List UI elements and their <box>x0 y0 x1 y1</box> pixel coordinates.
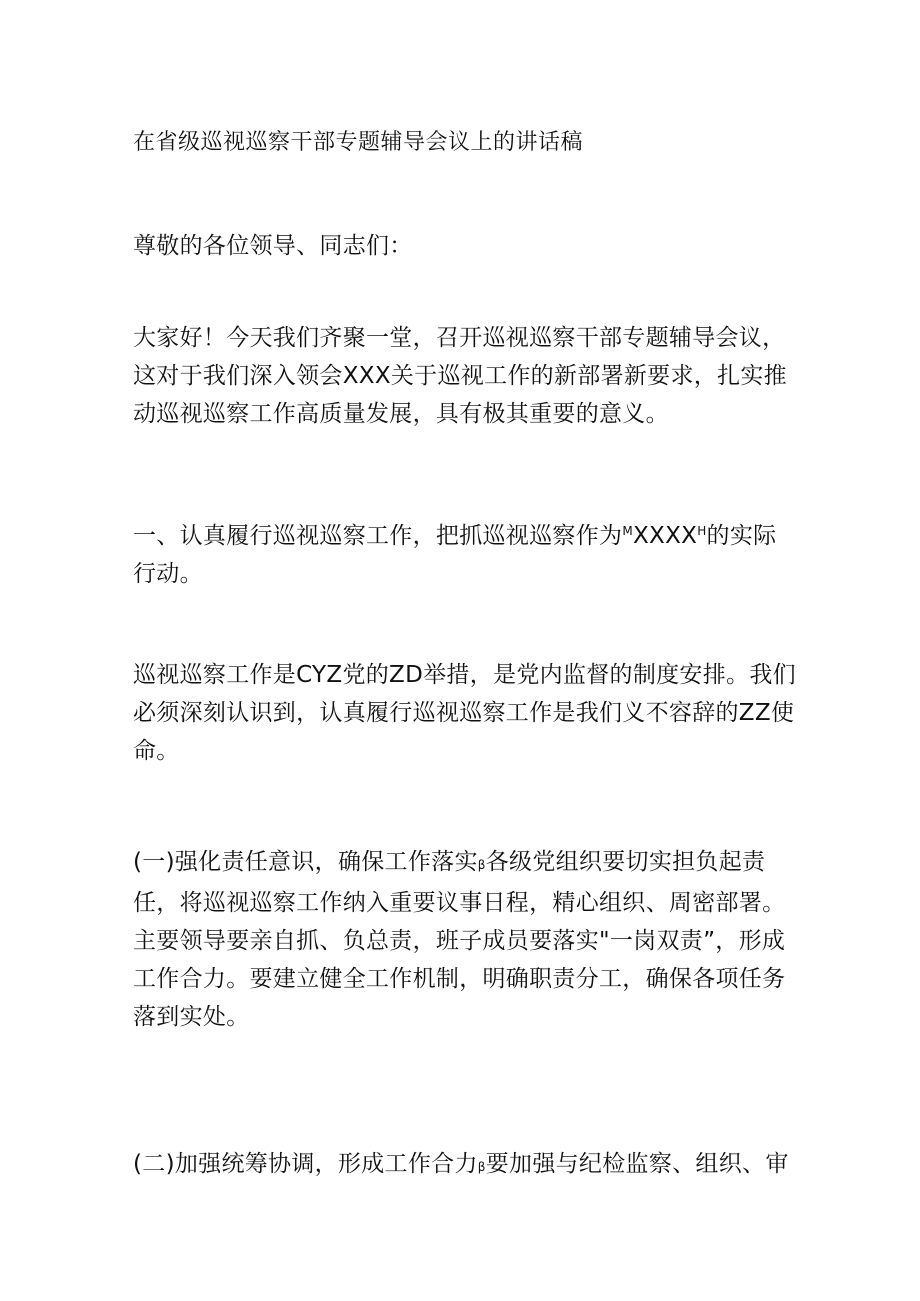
item-text: 各级党组织要切实担负起责 <box>485 849 766 875</box>
paragraph-line: 大家好！今天我们齐聚一堂，召开巡视巡察干部专题辅导会议， <box>133 325 786 351</box>
paragraph-line: 命。 <box>133 738 180 764</box>
section-heading-1 <box>133 512 803 593</box>
paragraph-line <box>133 1145 803 1186</box>
paragraph-line: 这对于我们深入领会XXX关于巡视工作的新部署新要求，扎实推 <box>133 363 787 389</box>
item-1-paragraph <box>133 843 803 1036</box>
item-2-paragraph <box>133 1145 803 1186</box>
paragraph-line: 主要领导要亲自抓、负总责，班子成员要落实"一岗双责”，形成 <box>133 928 786 954</box>
item-text: 要加强与纪检监察、组织、审 <box>485 1151 789 1177</box>
salutation <box>133 227 803 265</box>
item-text: (二)加强统筹协调，形成工作合力 <box>133 1151 478 1177</box>
heading-line: 行动。 <box>133 561 203 587</box>
salutation-text: 尊敬的各位领导、同志们： <box>133 233 413 259</box>
item-text: (一)强化责任意识，确保工作落实 <box>133 849 478 875</box>
section-1-intro-paragraph <box>133 656 803 770</box>
document-title: 在省级巡视巡察干部专题辅导会议上的讲话稿 <box>133 130 584 155</box>
paragraph-line: 工作合力。要建立健全工作机制，明确职责分工，确保各项任务 <box>133 966 786 992</box>
paragraph-line <box>133 843 803 884</box>
paragraph-line: 任，将巡视巡察工作纳入重要议事日程，精心组织、周密部署。 <box>133 890 786 916</box>
heading-text: XXXX <box>632 523 698 549</box>
open-quote-mark: M <box>622 524 633 538</box>
heading-text: 一、认真履行巡视巡察工作，把抓巡视巡察作为 <box>133 523 623 549</box>
separator-mark: β <box>477 1160 486 1174</box>
paragraph-line: 必须深刻认识到，认真履行巡视巡察工作是我们义不容辞的ZZ使 <box>133 700 795 726</box>
close-quote-mark: H <box>697 524 707 538</box>
heading-line <box>133 512 803 555</box>
heading-text: 的实际 <box>706 523 777 549</box>
paragraph-line: 落到实处。 <box>133 1004 250 1030</box>
paragraph-line: 动巡视巡察工作高质量发展，具有极其重要的意义。 <box>133 401 669 427</box>
opening-paragraph <box>133 319 803 433</box>
separator-mark: β <box>477 858 486 872</box>
paragraph-line: 巡视巡察工作是CYZ党的ZD举措，是党内监督的制度安排。我们 <box>133 662 796 688</box>
